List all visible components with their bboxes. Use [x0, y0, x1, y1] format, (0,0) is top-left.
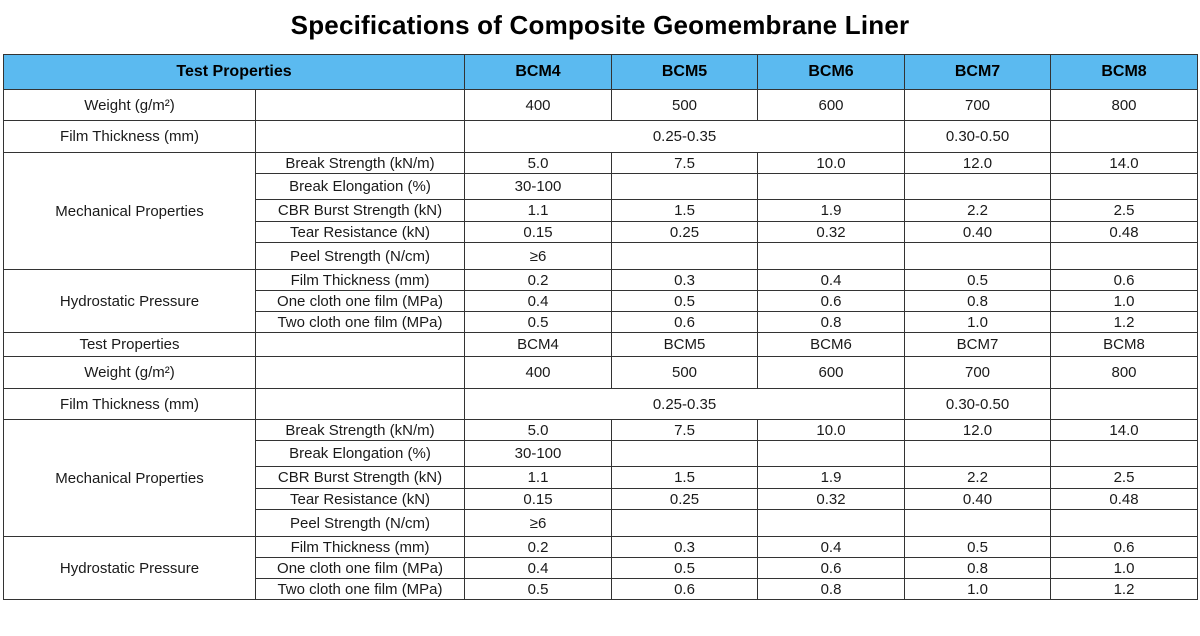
- table-row: [4, 333, 1198, 357]
- row-label-two-cloth: Two cloth one film (MPa): [256, 579, 465, 600]
- group-label-hydrostatic: Hydrostatic Pressure: [4, 537, 256, 600]
- cell-value: 1.0: [1051, 291, 1198, 312]
- cell-value: 2.5: [1051, 200, 1198, 222]
- row-label-break-elongation: Break Elongation (%): [256, 441, 465, 467]
- row-label-test-properties: Test Properties: [4, 333, 256, 357]
- cell-value: 600: [758, 90, 905, 121]
- cell-value: 0.32: [758, 222, 905, 243]
- cell-value: 0.8: [758, 312, 905, 333]
- row-label-tear: Tear Resistance (kN): [256, 489, 465, 510]
- cell-value: 12.0: [905, 420, 1051, 441]
- cell-value: 0.5: [905, 537, 1051, 558]
- cell-value: 700: [905, 357, 1051, 389]
- cell-value: 0.30-0.50: [905, 389, 1051, 420]
- empty-cell: [256, 389, 465, 420]
- spec-table: [3, 54, 1198, 600]
- cell-value: 0.4: [465, 291, 612, 312]
- cell-value: 0.25: [612, 222, 758, 243]
- cell-value: 5.0: [465, 420, 612, 441]
- cell-value: 0.3: [612, 537, 758, 558]
- table-row: [4, 90, 1198, 121]
- cell-value: 30-100: [465, 441, 612, 467]
- row-label-weight: Weight (g/m²): [4, 357, 256, 389]
- cell-value: 0.6: [1051, 537, 1198, 558]
- cell-value: 1.5: [612, 200, 758, 222]
- empty-cell: [758, 441, 905, 467]
- cell-value: 400: [465, 90, 612, 121]
- empty-cell: [1051, 510, 1198, 537]
- cell-value: 2.5: [1051, 467, 1198, 489]
- cell-model: BCM4: [465, 333, 612, 357]
- empty-cell: [1051, 389, 1198, 420]
- row-label-peel: Peel Strength (N/cm): [256, 510, 465, 537]
- empty-cell: [758, 510, 905, 537]
- empty-cell: [612, 441, 758, 467]
- row-label-break-elongation: Break Elongation (%): [256, 174, 465, 200]
- cell-value: 0.5: [612, 558, 758, 579]
- row-label-peel: Peel Strength (N/cm): [256, 243, 465, 270]
- empty-cell: [1051, 121, 1198, 153]
- table-row: [4, 121, 1198, 153]
- cell-value: 500: [612, 90, 758, 121]
- table-row: [4, 389, 1198, 420]
- empty-cell: [612, 174, 758, 200]
- row-label-break-strength: Break Strength (kN/m): [256, 420, 465, 441]
- row-label-film-thickness: Film Thickness (mm): [4, 389, 256, 420]
- cell-value: 0.4: [758, 270, 905, 291]
- row-label-weight: Weight (g/m²): [4, 90, 256, 121]
- row-label-break-strength: Break Strength (kN/m): [256, 153, 465, 174]
- row-label-cbr: CBR Burst Strength (kN): [256, 467, 465, 489]
- cell-value: 0.30-0.50: [905, 121, 1051, 153]
- cell-value: 0.40: [905, 222, 1051, 243]
- cell-value: 0.6: [612, 579, 758, 600]
- header-model: BCM5: [612, 55, 758, 90]
- cell-value: 800: [1051, 357, 1198, 389]
- cell-value: 10.0: [758, 153, 905, 174]
- cell-value: 0.40: [905, 489, 1051, 510]
- row-label-cbr: CBR Burst Strength (kN): [256, 200, 465, 222]
- empty-cell: [1051, 441, 1198, 467]
- cell-value: ≥6: [465, 243, 612, 270]
- cell-value: 0.48: [1051, 489, 1198, 510]
- cell-value: 0.5: [465, 312, 612, 333]
- header-test-properties: Test Properties: [4, 55, 465, 90]
- empty-cell: [1051, 174, 1198, 200]
- cell-value: 0.8: [758, 579, 905, 600]
- page-title: Specifications of Composite Geomembrane Liner: [290, 10, 910, 40]
- row-label-hydro-film: Film Thickness (mm): [256, 537, 465, 558]
- empty-cell: [758, 243, 905, 270]
- cell-value: 0.15: [465, 489, 612, 510]
- cell-value: 7.5: [612, 153, 758, 174]
- cell-value: 0.25-0.35: [465, 389, 905, 420]
- cell-value: 1.2: [1051, 312, 1198, 333]
- cell-value: 0.6: [1051, 270, 1198, 291]
- row-label-tear: Tear Resistance (kN): [256, 222, 465, 243]
- row-label-film-thickness: Film Thickness (mm): [4, 121, 256, 153]
- cell-value: 1.0: [1051, 558, 1198, 579]
- cell-model: BCM7: [905, 333, 1051, 357]
- table-row: [4, 270, 1198, 291]
- cell-value: 0.48: [1051, 222, 1198, 243]
- empty-cell: [1051, 243, 1198, 270]
- cell-value: 0.6: [612, 312, 758, 333]
- empty-cell: [256, 90, 465, 121]
- table-row: [4, 420, 1198, 441]
- cell-value: 14.0: [1051, 153, 1198, 174]
- cell-value: 1.9: [758, 467, 905, 489]
- cell-value: 1.1: [465, 467, 612, 489]
- cell-value: 0.8: [905, 558, 1051, 579]
- cell-model: BCM6: [758, 333, 905, 357]
- header-model: BCM4: [465, 55, 612, 90]
- cell-value: 0.2: [465, 270, 612, 291]
- cell-value: 30-100: [465, 174, 612, 200]
- empty-cell: [905, 441, 1051, 467]
- row-label-two-cloth: Two cloth one film (MPa): [256, 312, 465, 333]
- cell-value: 400: [465, 357, 612, 389]
- empty-cell: [256, 357, 465, 389]
- cell-value: 12.0: [905, 153, 1051, 174]
- row-label-hydro-film: Film Thickness (mm): [256, 270, 465, 291]
- empty-cell: [905, 510, 1051, 537]
- cell-value: 2.2: [905, 467, 1051, 489]
- empty-cell: [758, 174, 905, 200]
- group-label-hydrostatic: Hydrostatic Pressure: [4, 270, 256, 333]
- cell-value: 1.5: [612, 467, 758, 489]
- row-label-one-cloth: One cloth one film (MPa): [256, 291, 465, 312]
- cell-value: 1.9: [758, 200, 905, 222]
- table-row: [4, 537, 1198, 558]
- cell-value: 0.4: [758, 537, 905, 558]
- header-model: BCM8: [1051, 55, 1198, 90]
- cell-value: 1.1: [465, 200, 612, 222]
- empty-cell: [256, 333, 465, 357]
- cell-value: 14.0: [1051, 420, 1198, 441]
- cell-value: 0.3: [612, 270, 758, 291]
- cell-value: 800: [1051, 90, 1198, 121]
- empty-cell: [256, 121, 465, 153]
- row-label-one-cloth: One cloth one film (MPa): [256, 558, 465, 579]
- cell-value: 0.6: [758, 291, 905, 312]
- cell-value: 0.15: [465, 222, 612, 243]
- empty-cell: [612, 243, 758, 270]
- cell-model: BCM8: [1051, 333, 1198, 357]
- cell-value: 600: [758, 357, 905, 389]
- cell-value: 0.5: [905, 270, 1051, 291]
- empty-cell: [905, 174, 1051, 200]
- cell-value: 5.0: [465, 153, 612, 174]
- cell-value: 1.0: [905, 312, 1051, 333]
- cell-model: BCM5: [612, 333, 758, 357]
- cell-value: 0.25: [612, 489, 758, 510]
- cell-value: 500: [612, 357, 758, 389]
- cell-value: 700: [905, 90, 1051, 121]
- table-row: [4, 153, 1198, 174]
- cell-value: 0.32: [758, 489, 905, 510]
- cell-value: 10.0: [758, 420, 905, 441]
- cell-value: 7.5: [612, 420, 758, 441]
- cell-value: 2.2: [905, 200, 1051, 222]
- cell-value: 0.25-0.35: [465, 121, 905, 153]
- group-label-mechanical: Mechanical Properties: [4, 420, 256, 537]
- header-model: BCM6: [758, 55, 905, 90]
- header-model: BCM7: [905, 55, 1051, 90]
- cell-value: ≥6: [465, 510, 612, 537]
- table-header: [4, 55, 1198, 90]
- cell-value: 0.4: [465, 558, 612, 579]
- cell-value: 1.2: [1051, 579, 1198, 600]
- cell-value: 1.0: [905, 579, 1051, 600]
- cell-value: 0.5: [465, 579, 612, 600]
- cell-value: 0.6: [758, 558, 905, 579]
- empty-cell: [612, 510, 758, 537]
- cell-value: 0.8: [905, 291, 1051, 312]
- cell-value: 0.2: [465, 537, 612, 558]
- empty-cell: [905, 243, 1051, 270]
- table-row: [4, 357, 1198, 389]
- cell-value: 0.5: [612, 291, 758, 312]
- group-label-mechanical: Mechanical Properties: [4, 153, 256, 270]
